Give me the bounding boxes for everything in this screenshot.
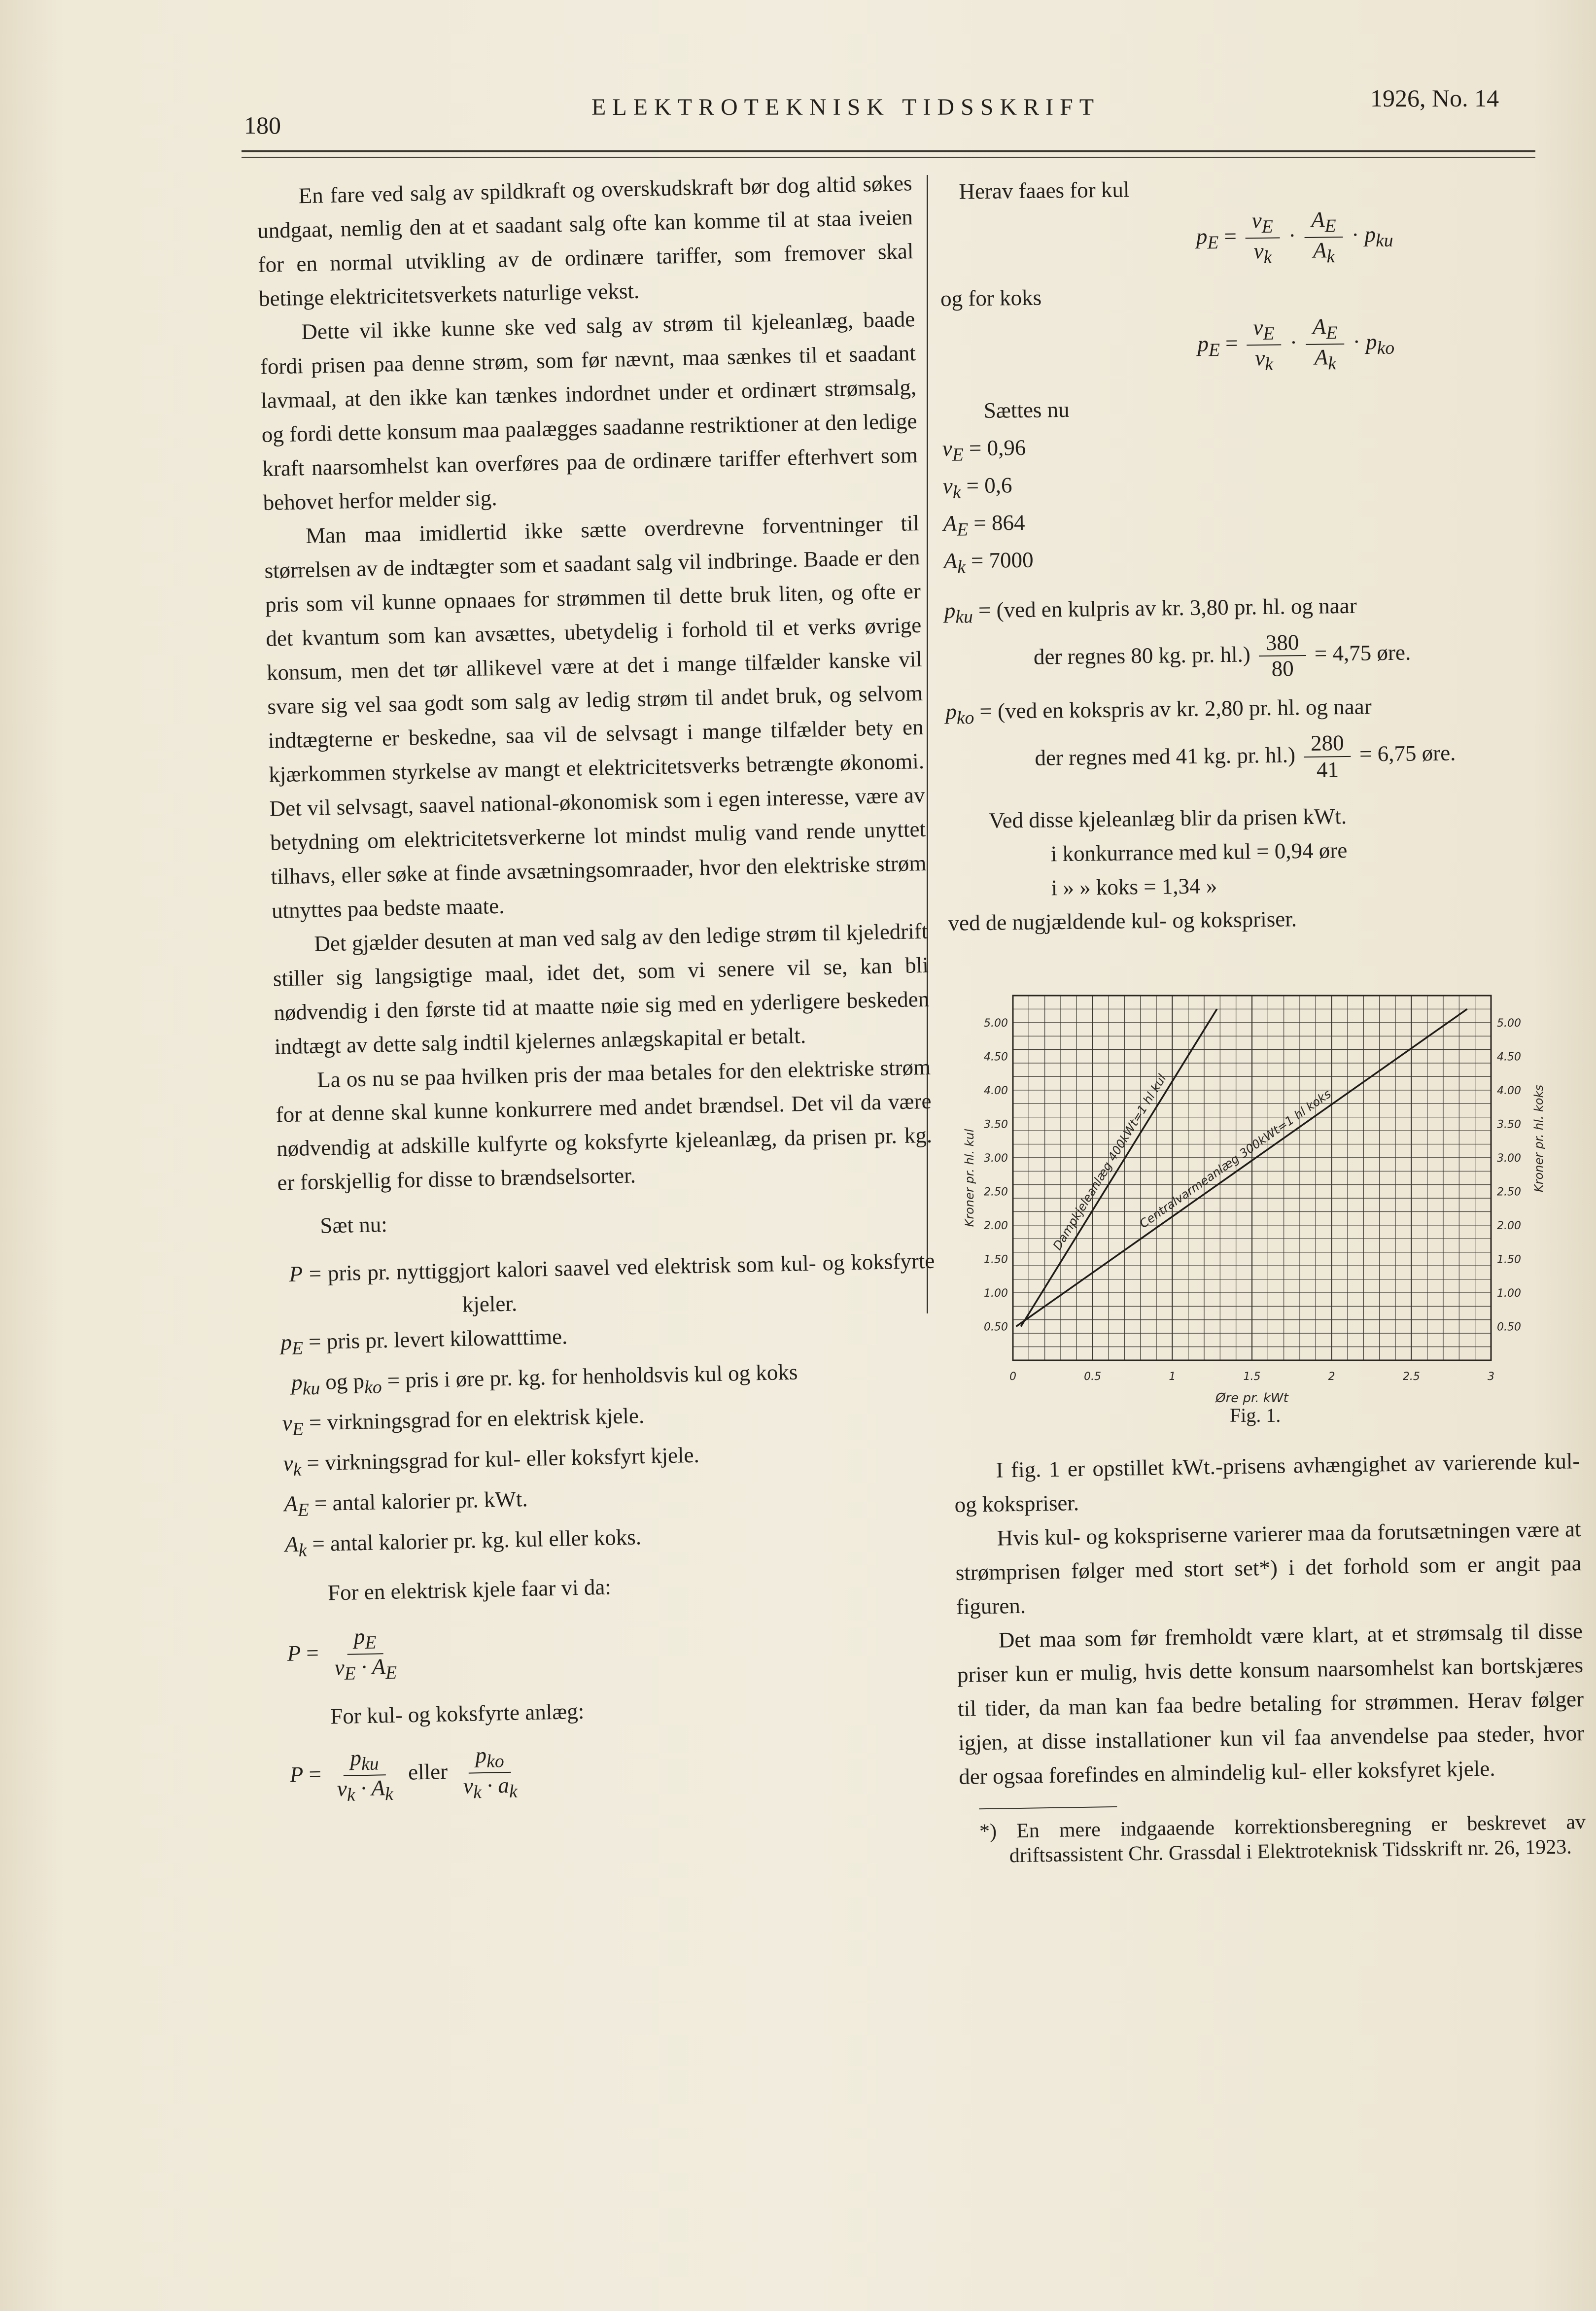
y-tick-label-right: 1.00 — [1497, 1287, 1521, 1300]
summary-block — [947, 796, 1584, 940]
y-tick-label-right: 2.50 — [1497, 1186, 1521, 1199]
y-axis-label-left: Kroner pr. hl. kul — [963, 1129, 976, 1227]
coal-intro: For kul- og koksfyrte anlæg: — [330, 1699, 585, 1729]
x-tick-label: 0.5 — [1084, 1371, 1102, 1383]
set-now-label: Sæt nu: — [319, 1211, 388, 1238]
y-tick-label-left: 0.50 — [984, 1321, 1008, 1334]
paragraph: La os nu se paa hvilken pris der maa betales for den elektriske strøm for at denne skal kunne konkurrere med andet brændsel. Det vil da være nødvendig at adskille kulfyrte og koksfyrte kjeleanlæg, da prisen pr. kg. er forskjellig for disse to brændselsorter. — [276, 1054, 933, 1195]
definition-vE: $v_E$ = virkningsgrad for en elektrisk kjele. — [282, 1403, 645, 1440]
summary-line: i konkurrance med kul = 0,94 øre — [1050, 837, 1348, 866]
definition-pE: $p_E$ = pris pr. levert kilowatttime. — [280, 1324, 568, 1359]
y-tick-label-right: 4.00 — [1497, 1084, 1521, 1097]
y-axis-label-right: Kroner pr. hl. koks — [1532, 1084, 1546, 1193]
footnote-rule — [979, 1806, 1117, 1809]
pko-line2: der regnes med 41 kg. pr. hl.) $\frac{280}{41}$ = 6,75 øre. — [1035, 730, 1456, 782]
y-tick-label-left: 4.00 — [984, 1084, 1008, 1097]
paragraph: Det maa som før fremholdt være klart, at et strømsalg til disse priser kun er mulig, hvis dette konsum naarsomhelst kan bortskjæres til tider, da man kan faa bedre betaling for strømmen. Herav følger igjen, at disse installationer kun vil faa anvendelse paa steder, hvor der ogsaa forefindes en almindelig kul- eller koksfyret kjele. — [957, 1619, 1585, 1789]
chart-lines — [1016, 1009, 1467, 1326]
series-label: Dampkjeleanlæg 400kWt=1 hl kul — [1050, 1071, 1169, 1252]
paragraph: Det gjælder desuten at man ved salg av den ledige strøm til kjeledrift stiller sig langsigtige maal, idet det, som vi senere vil se, kan bli nødvendig i den første tid at maatte nøie sig med en yderligere beskeden indtægt av dette salg indtil kjelernes anlægskapital er betalt. — [273, 918, 930, 1059]
x-tick-label: 1.5 — [1243, 1371, 1261, 1383]
value-AE: $A_E = 864$ — [943, 510, 1025, 540]
y-tick-label-right: 3.00 — [1497, 1152, 1521, 1165]
y-tick-label-left: 3.00 — [984, 1152, 1008, 1165]
x-tick-label: 0 — [1009, 1371, 1016, 1383]
definition-vk: $v_k$ = virkningsgrad for kul- eller koksfyrt kjele. — [283, 1442, 700, 1481]
pku-line2: der regnes 80 kg. pr. hl.) $\frac{380}{80}$ = 4,75 øre. — [1033, 629, 1411, 682]
paragraph: En fare ved salg av spildkraft og overskudskraft bør dog altid søkes undgaat, nemlig den at et saadant salg ofte kan komme til at staa iveien for en normal utvikling av de ordinære tariffer, som fremover skal betinge elektricitetsverkets naturlige vekst. — [257, 171, 914, 311]
y-tick-label-left: 1.50 — [984, 1253, 1008, 1266]
value-Ak: $A_k = 7000$ — [943, 547, 1034, 578]
right-column-lower — [954, 1444, 1586, 1869]
y-tick-label-right: 5.00 — [1497, 1017, 1521, 1030]
header-rule-thin — [242, 157, 1535, 158]
y-tick-label-right: 3.50 — [1497, 1118, 1521, 1131]
formula-pE-coke: $p_E$ = $\frac{v_E}{v_k}$ · $\frac{A_E}{A_k}$ · $p_{ko}$ — [1197, 314, 1395, 375]
value-vE: $v_E = 0,96$ — [942, 435, 1026, 465]
x-tick-labels — [1009, 1371, 1494, 1383]
definitions-list — [279, 1244, 941, 1568]
paragraph: Dette vil ikke kunne ske ved salg av strøm til kjeleanlæg, baade fordi prisen paa denne strøm, som før nævnt, maa sænkes til et saadant lavmaal, at den ikke kan tænkes indordnet under et ordinært strømsalg, og fordi dette konsum maa paalægges saadanne restriktioner at den ledige kraft naarsomhelst kan overføres paa de ordinære tariffer efterhvert som behovet herfor melder sig. — [260, 307, 918, 515]
issue-label: 1926, No. 14 — [1370, 84, 1499, 112]
electric-intro: For en elektrisk kjele faar vi da: — [327, 1574, 612, 1605]
paragraph: I fig. 1 er opstillet kWt.-prisens avhængighet av varierende kul- og kokspriser. — [954, 1449, 1580, 1517]
definition-P: P = pris pr. nyttiggjort kalori saavel ved elektrisk som kul- og koksfyrte kjeler. — [288, 1248, 935, 1317]
y-tick-label-right: 2.00 — [1497, 1219, 1521, 1232]
y-tick-label-right: 4.50 — [1497, 1051, 1521, 1064]
pko-block — [945, 687, 1582, 787]
header-rule-thick — [242, 150, 1535, 152]
x-tick-label: 2.5 — [1402, 1371, 1420, 1383]
pku-block — [944, 586, 1581, 686]
series-line — [1021, 1009, 1217, 1326]
x-axis-label: Øre pr. kWt — [1215, 1391, 1288, 1406]
values-list — [942, 425, 1580, 583]
right-column — [939, 167, 1584, 940]
pko-line1: $p_{ko} = (ved$ en kokspris av kr. 2,80 pr. hl. og naar — [945, 694, 1372, 728]
y-tick-label-left: 3.50 — [984, 1118, 1008, 1131]
formula-pE-coal: $p_E$ = $\frac{v_E}{v_k}$ · $\frac{A_E}{A_k}$ · $p_{ku}$ — [1196, 207, 1393, 268]
hence-coal: Herav faaes for kul — [959, 177, 1130, 204]
set-values-label: Sættes nu — [983, 397, 1070, 423]
value-vk: $v_k = 0,6$ — [942, 472, 1012, 503]
definition-pku: $p_{ku}$ og $p_{ko}$ = pris i øre pr. kg. for henholdsvis kul og koks — [291, 1359, 798, 1399]
y-tick-label-left: 2.50 — [984, 1186, 1008, 1199]
figure-1-chart — [954, 981, 1570, 1410]
y-tick-label-left: 5.00 — [984, 1017, 1008, 1030]
and-coke: og for koks — [940, 285, 1042, 311]
x-tick-label: 1 — [1169, 1371, 1176, 1383]
formula-electric: P = $\frac{p_E}{v_E \cdot A_E}$ — [287, 1624, 397, 1685]
y-tick-labels-right — [1497, 1017, 1521, 1334]
paragraph: Hvis kul- og kokspriserne varierer maa da forutsætningen være at strømprisen følger med stort set*) i det forhold som er angit paa figuren. — [955, 1517, 1582, 1619]
formula-coal: P = $\frac{p_{ku}}{v_k \cdot A_k}$ eller $\frac{p_{ko}}{v_k \cdot a_k}$ — [289, 1743, 518, 1806]
x-tick-label: 3 — [1488, 1371, 1494, 1383]
pku-line1: $p_{ku} = (ved$ en kulpris av kr. 3,80 pr. hl. og naar — [944, 593, 1357, 627]
definition-AE: $A_E$ = antal kalorier pr. kWt. — [283, 1486, 528, 1520]
x-tick-label: 2 — [1328, 1371, 1335, 1383]
summary-line: ved de nugjældende kul- og kokspriser. — [948, 906, 1297, 935]
summary-line: i » » koks = 1,34 » — [1051, 873, 1217, 900]
journal-title: ELEKTROTEKNISK TIDSSKRIFT — [591, 94, 1101, 120]
page-number: 180 — [244, 111, 281, 139]
y-tick-labels-left — [984, 1017, 1008, 1334]
series-line — [1016, 1009, 1467, 1326]
y-tick-label-left: 2.00 — [984, 1219, 1008, 1232]
y-tick-label-left: 1.00 — [984, 1287, 1008, 1300]
left-column — [256, 166, 946, 1807]
y-tick-label-right: 1.50 — [1497, 1253, 1521, 1266]
figure-caption: Fig. 1. — [1230, 1404, 1281, 1426]
chart-grid — [1013, 996, 1491, 1360]
y-tick-label-right: 0.50 — [1497, 1321, 1521, 1334]
paragraph: Man maa imidlertid ikke sætte overdrevne forventninger til størrelsen av de indtægter som et saadant salg vil indbringe. Baade er den pris som vil kunne opnaaes for strømmen til dette bruk liten, og ofte er det kvantum som kan avsættes, ubetydelig i forhold til et verks øvrige konsum, men det tør allikevel være at det i mange tilfælder kanske vil svare sig vel saa godt som salg av ledig strøm til andet bruk, og selvom indtægterne er beskedne, saa vil de selvsagt i mange tilfælder bety en kjærkommen styrkelse av mangt et elektricitetsverks betrængte økonomi. Det vil selvsagt, saavel national-økonomisk som i egen interesse, være av betydning om elektricitetsverkerne lot mindst mulig vand rende unyttet tilhavs, eller søke at finde avsætningsomraader, hvor den elektriske strøm utnyttes paa bedste maate. — [264, 510, 927, 923]
summary-line: Ved disse kjeleanlæg blir da prisen kWt. — [988, 803, 1347, 833]
series-label: Centralvarmeanlæg 300kWt=1 hl koks — [1137, 1087, 1334, 1231]
y-tick-label-left: 4.50 — [984, 1051, 1008, 1064]
definition-Ak: $A_k$ = antal kalorier pr. kg. kul eller koks. — [284, 1524, 642, 1561]
footnote: *) En mere indgaaende korrektionsberegning er beskrevet av driftsassistent Chr. Grassdal i Elektroteknisk Tidsskrift nr. 26, 1923. — [979, 1810, 1586, 1867]
